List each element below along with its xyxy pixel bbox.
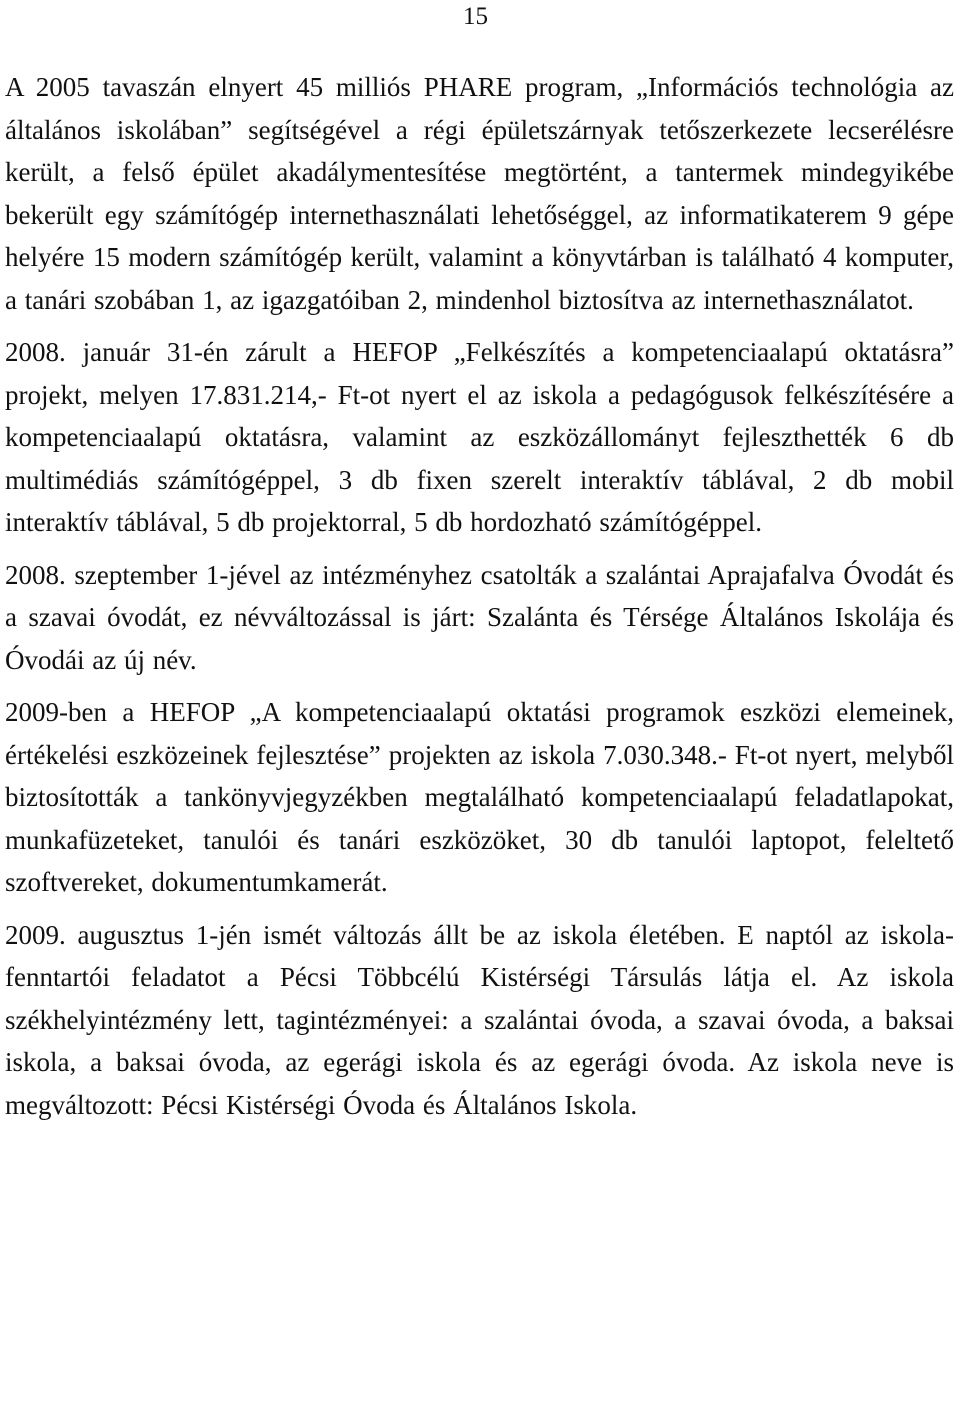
paragraph-hefop-2009: 2009-ben a HEFOP „A kompetenciaalapú oktatási programok eszközi elemeinek, értékelési eszközeinek fejlesztése” projekten az iskola 7.030.348.- Ft-ot nyert, melyből biztosították a tankönyvjegyzékben megtalálható kompetenciaalapú feladatlapokat, munkafüzeteket, tanulói és tanári eszközöket, 30 db tanulói laptopot, feleltető szoftvereket, dokumentumkamerát. xyxy=(5,697,954,897)
paragraph-2009-august-change: 2009. augusztus 1-jén ismét változás állt be az iskola életében. E naptól az iskola-fenntartói feladatot a Pécsi Többcélú Kistérségi Társulás látja el. Az iskola székhelyintézmény lett, tagintézményei: a szalántai óvoda, a szavai óvoda, a baksai iskola, a baksai óvoda, az egerági iskola és az egerági óvoda. Az iskola neve is megváltozott: Pécsi Kistérségi Óvoda és Általános Iskola. xyxy=(5,919,954,1120)
paragraph-hefop-2008-january: 2008. január 31-én zárult a HEFOP „Felkészítés a kompetenciaalapú oktatásra” projekt, melyen 17.831.214,- Ft-ot nyert el az iskola a pedagógusok felkészítésére a kompetenciaalapú oktatásra, valamint az eszközállományt fejleszthették 6 db multimédiás számítógéppel, 3 db fixen szerelt interaktív táblával, 2 db mobil interaktív táblával, 5 db projektorral, 5 db hordozható számítógéppel. xyxy=(5,337,954,537)
paragraph-2008-september-merger: 2008. szeptember 1-jével az intézményhez csatolták a szalántai Aprajafalva Óvodát és a szavai óvodát, ez névváltozással is járt: Szalánta és Térsége Általános Iskolája és Óvodái az új név. xyxy=(5,559,954,675)
paragraph-phare-program: A 2005 tavaszán elnyert 45 milliós PHARE program, „Információs technológia az általános iskolában” segítségével a régi épületszárnyak tetőszerkezete lecserélésre került, a felső épület akadálymentesítése megtörtént, a tantermek mindegyikébe bekerült egy számítógép internethasználati lehetőséggel, az informatikaterem 9 gépe helyére 15 modern számítógép került, valamint a könyvtárban is található 4 komputer, a tanári szobában 1, az igazgatóiban 2, mindenhol biztosítva az internethasználatot. xyxy=(5,72,954,315)
document-body xyxy=(5,66,954,1126)
page-number: 15 xyxy=(463,3,488,30)
